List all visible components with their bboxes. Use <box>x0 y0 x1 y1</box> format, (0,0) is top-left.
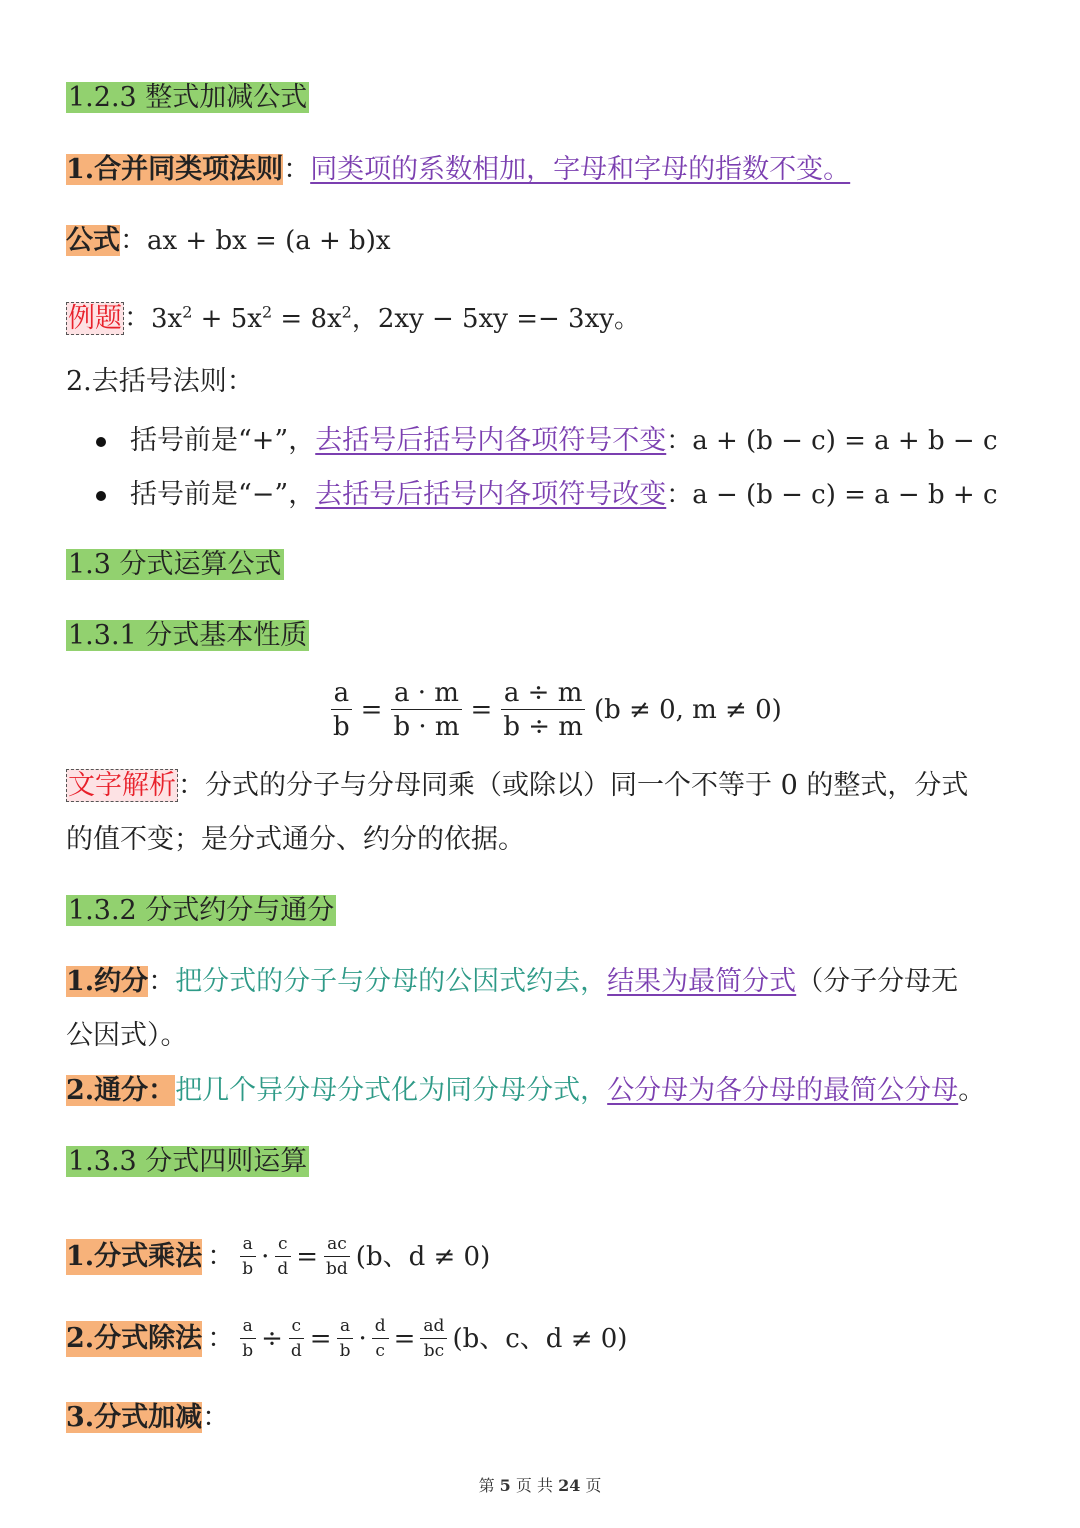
common-underline: 公分母为各分母的最简公分母 <box>607 1075 959 1106</box>
fraction: $\frac{a}{b}$ <box>330 680 353 740</box>
section-title: 1.3.1 分式基本性质 <box>68 620 308 651</box>
reduce-label: 1.约分 <box>66 966 149 997</box>
common-text: 把几个异分母分式化为同分母分式， <box>175 1075 608 1106</box>
addition-line <box>66 1400 229 1436</box>
bullet-formula: ：a − (b − c) = a − b + c <box>666 480 998 510</box>
reduce-line-1 <box>66 964 958 1000</box>
fraction: $\frac{a}{b}$ <box>239 1318 256 1360</box>
reduce-underline: 结果为最简分式 <box>607 966 797 997</box>
common-label: 2.通分： <box>66 1075 176 1106</box>
bullet-plus <box>130 423 998 459</box>
section-title: 1.3 分式运算公式 <box>68 549 282 580</box>
section-title: 1.3.3 分式四则运算 <box>68 1146 308 1177</box>
formula-expr: ax + bx = (a + b)x <box>147 226 391 256</box>
div-label: 2.分式除法 <box>66 1321 202 1357</box>
add-label: 3.分式加减 <box>66 1402 203 1433</box>
rule-remove-brackets <box>66 364 254 400</box>
bullet-icon <box>96 491 106 501</box>
rule-text: 同类项的系数相加，字母和字母的指数不变。 <box>310 154 851 185</box>
divide: ÷ <box>261 1324 283 1354</box>
equals: = <box>470 695 493 725</box>
reduce-text-tail: 公因式）。 <box>66 1020 188 1051</box>
bullet-underline: 去括号后括号内各项符号改变 <box>315 479 667 510</box>
colon: ： <box>124 302 151 334</box>
reduce-text-tail: （分子分母无 <box>796 966 959 997</box>
equals: = <box>360 695 383 725</box>
dot: · <box>261 1242 270 1272</box>
section-1-2-3 <box>66 80 309 116</box>
common-text-tail: 。 <box>958 1075 986 1106</box>
example-expr: $3x^2 + 5x^2 = 8x^2$，2xy − 5xy =− 3xy。 <box>151 302 640 334</box>
section-title: 1.2.3 整式加减公式 <box>68 82 308 113</box>
example-line <box>66 294 640 337</box>
page-total: 24 <box>558 1476 581 1495</box>
section-1-3-1 <box>66 618 309 654</box>
bullet-icon <box>96 437 106 447</box>
section-1-3 <box>66 547 284 583</box>
fraction: $\frac{a}{b}$ <box>239 1236 256 1278</box>
fraction-property-formula <box>330 680 782 740</box>
fraction: $\frac{a \div m}{b \div m}$ <box>500 680 586 740</box>
colon: ： <box>207 1323 235 1354</box>
section-1-3-3 <box>66 1144 309 1180</box>
fraction: $\frac{c}{d}$ <box>274 1236 291 1278</box>
colon: ： <box>120 225 147 256</box>
condition: (b、d ≠ 0) <box>355 1242 491 1272</box>
equals: = <box>296 1242 319 1272</box>
bullet-underline: 去括号后括号内各项符号不变 <box>315 425 667 456</box>
condition: (b、c、d ≠ 0) <box>452 1324 628 1354</box>
equals: = <box>309 1324 332 1354</box>
analysis-line-2 <box>66 822 525 858</box>
bullet-pre: 括号前是“−”， <box>130 479 316 510</box>
analysis-line-1 <box>66 768 968 804</box>
reduce-text: 把分式的分子与分母的公因式约去， <box>175 966 608 997</box>
rule-label: 1.合并同类项法则 <box>66 154 284 185</box>
bullet-minus <box>130 477 998 513</box>
rule-combine-like-terms <box>66 152 850 188</box>
colon: ： <box>178 770 205 801</box>
bullet-pre: 括号前是“+”， <box>130 425 316 456</box>
multiplication-line <box>66 1236 490 1278</box>
colon: ： <box>148 966 176 997</box>
fraction: $\frac{ad}{bc}$ <box>420 1318 447 1360</box>
formula-label: 公式 <box>66 225 120 256</box>
common-denominator-line <box>66 1073 985 1109</box>
analysis-text: 的值不变；是分式通分、约分的依据。 <box>66 824 525 855</box>
dot: · <box>358 1324 367 1354</box>
fraction: $\frac{c}{d}$ <box>288 1318 305 1360</box>
section-1-3-2 <box>66 893 336 929</box>
analysis-label: 文字解析 <box>68 770 176 801</box>
analysis-text: 分式的分子与分母同乘（或除以）同一个不等于 0 的整式，分式 <box>205 770 969 801</box>
formula-line <box>66 223 391 259</box>
colon: ： <box>202 1402 230 1433</box>
colon: ： <box>207 1241 235 1272</box>
bullet-formula: ：a + (b − c) = a + b − c <box>666 426 998 456</box>
page-number: 5 <box>499 1476 511 1495</box>
reduce-line-2 <box>66 1018 188 1054</box>
rule2-title: 2.去括号法则： <box>66 366 254 397</box>
division-line <box>66 1318 627 1360</box>
fraction: $\frac{a}{b}$ <box>337 1318 354 1360</box>
equals: = <box>393 1324 416 1354</box>
section-title: 1.3.2 分式约分与通分 <box>68 895 335 926</box>
condition: (b ≠ 0, m ≠ 0) <box>593 695 782 725</box>
colon: ： <box>283 154 311 185</box>
example-label: 例题 <box>68 302 122 334</box>
fraction: $\frac{a \cdot m}{b \cdot m}$ <box>390 680 462 740</box>
mul-label: 1.分式乘法 <box>66 1239 202 1275</box>
fraction: $\frac{ac}{bd}$ <box>326 1234 348 1279</box>
fraction: $\frac{d}{c}$ <box>372 1318 389 1360</box>
page-footer: 第 5 页 共 24 页 <box>478 1476 602 1495</box>
